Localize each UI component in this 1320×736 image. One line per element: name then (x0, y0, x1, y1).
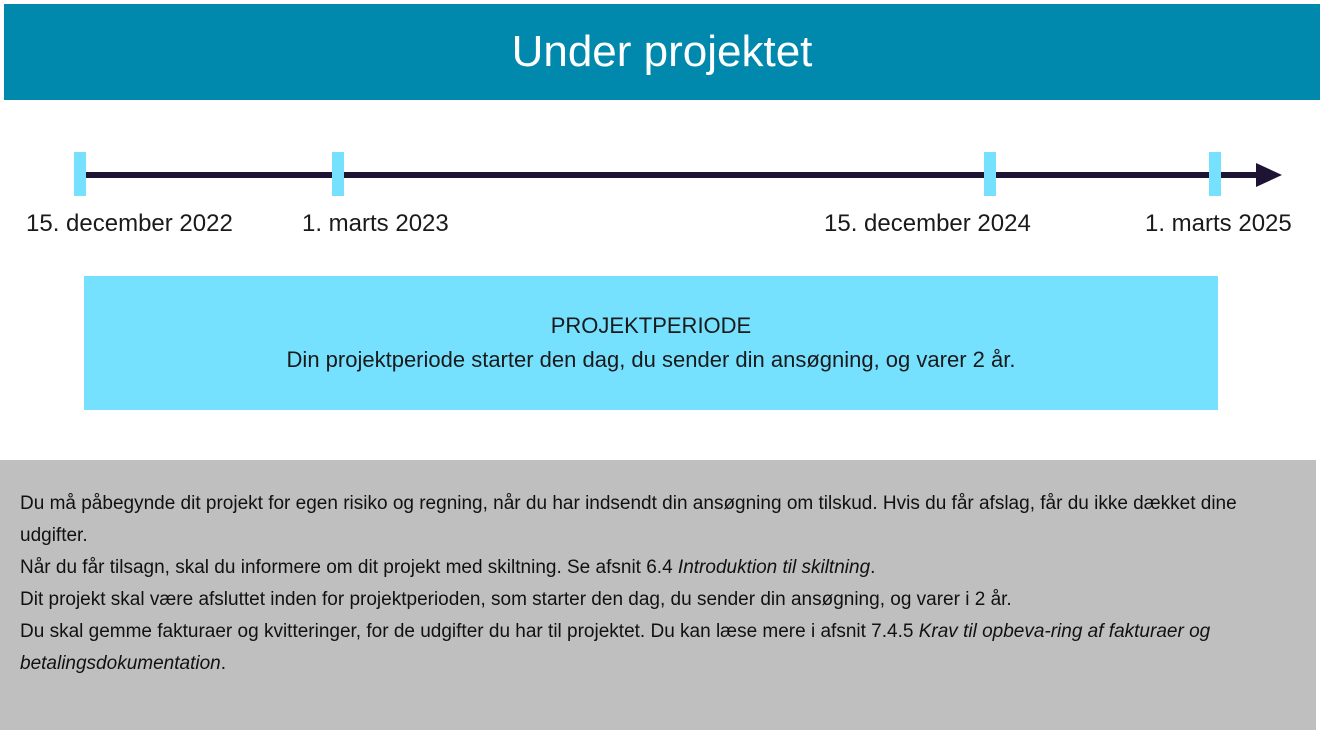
timeline-marker-1 (74, 152, 86, 196)
timeline-marker-2 (332, 152, 344, 196)
timeline-date-label: 15. december 2022 (26, 210, 233, 237)
page-title: Under projektet (511, 27, 813, 76)
timeline-date-label: 15. december 2024 (824, 210, 1031, 237)
info-paragraph (20, 552, 1296, 584)
project-period-box (84, 276, 1218, 410)
timeline-date-label: 1. marts 2025 (1145, 210, 1292, 237)
info-text: . (870, 557, 876, 578)
info-text: Du skal gemme fakturaer og kvitteringer, for de udgifter du har til projektet. Du kan læse mere i afsnit 7.4.5 (20, 621, 919, 642)
project-period-heading: PROJEKTPERIODE (550, 313, 752, 338)
info-text: Når du får tilsagn, skal du informere om dit projekt med skiltning. Se afsnit 6.4 (20, 557, 678, 578)
info-reference: Krav til opbeva-ring af fakturaer og betalingsdokumentation (20, 621, 1211, 674)
info-paragraph (20, 616, 1296, 680)
page-header (4, 4, 1320, 100)
timeline-arrow-icon (1256, 163, 1282, 187)
timeline-date-label: 1. marts 2023 (302, 210, 449, 237)
info-paragraph: Dit projekt skal være afsluttet inden for projektperioden, som starter den dag, du sender din ansøgning, og varer i 2 år. (20, 589, 1012, 610)
info-reference: Introduktion til skiltning (677, 557, 871, 578)
timeline (0, 140, 1320, 250)
timeline-graphic (0, 140, 1320, 210)
timeline-marker-3 (984, 152, 996, 196)
info-box (0, 460, 1316, 730)
timeline-marker-4 (1209, 152, 1221, 196)
project-period-text: Din projektperiode starter den dag, du sender din ansøgning, og varer 2 år. (286, 347, 1016, 372)
info-text: . (220, 653, 226, 674)
info-paragraph: Du må påbegynde dit projekt for egen risiko og regning, når du har indsendt din ansøgning om tilskud. Hvis du får afslag, får du ikke dækket dine udgifter. (20, 493, 1237, 546)
